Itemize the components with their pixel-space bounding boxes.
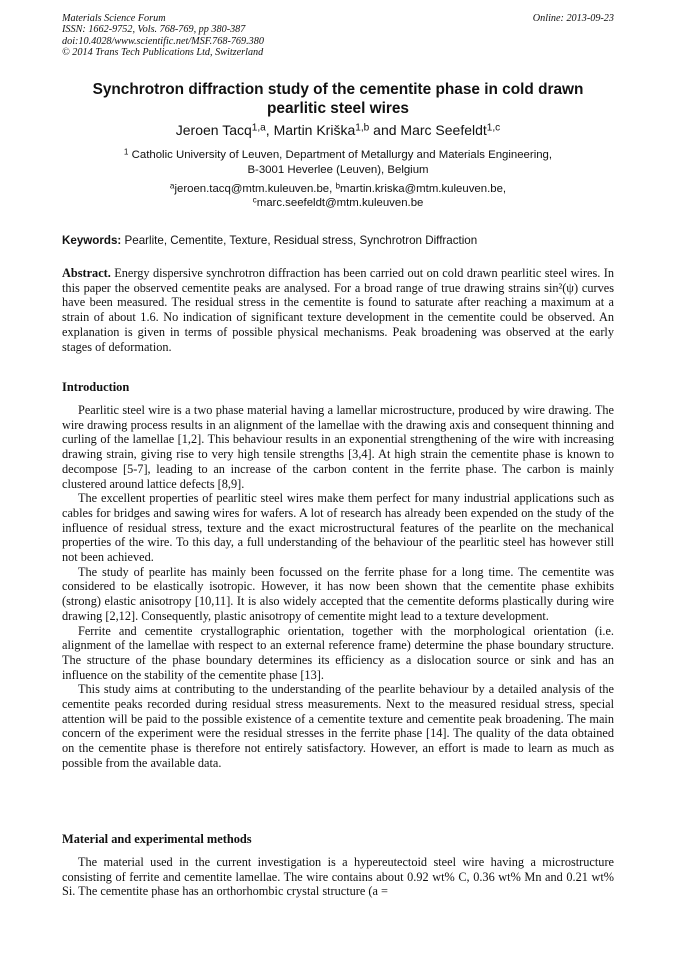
email-list: $^a$jeroen.tacq@mtm.kuleuven.be, $^b$martin.kriska@mtm.kuleuven.be, $^c$marc.seefeldt@mtm.kuleuven.be <box>169 181 507 210</box>
issn-line: ISSN: 1662-9752, Vols. 768-769, pp 380-387 <box>62 24 246 36</box>
paragraph: The study of pearlite has mainly been focussed on the ferrite phase for a long time. The cementite was considered to be elastically isotropic. However, it has now been shown that the cementite phase exhibits (strong) elastic anisotropy [10,11]. It is also widely accepted that the cementite deforms plastically during wire drawing [2,12]. Consequently, plastic anisotropy of cementite might lead to a texture development. <box>62 564 614 623</box>
email-superscript: c <box>252 195 257 205</box>
paragraph: The material used in the current investigation is a hypereutectoid steel wire having a microstructure consisting of ferrite and cementite lamellae. The wire contains about 0.92 wt% C, 0.36 wt% Mn and 0.21 wt% Si. The cementite phase has an orthorhombic crystal structure (a = <box>62 855 614 899</box>
author-separator: and <box>369 122 401 138</box>
copyright-line: © 2014 Trans Tech Publications Ltd, Switzerland <box>62 47 264 59</box>
affiliation-superscript: 1 <box>123 147 129 157</box>
author-name: Marc Seefeldt <box>400 122 487 138</box>
introduction-body <box>62 403 614 771</box>
section-heading-methods: Material and experimental methods <box>62 832 252 846</box>
affiliation-line: B-3001 Heverlee (Leuven), Belgium <box>247 163 429 176</box>
author-name: Jeroen Tacq <box>175 122 252 138</box>
methods-body <box>62 855 614 899</box>
journal-name: Materials Science Forum <box>62 13 166 24</box>
author-superscript: 1,a <box>251 122 266 134</box>
email-address: martin.kriska@mtm.kuleuven.be <box>340 183 503 195</box>
email-superscript: b <box>335 181 341 191</box>
author-list <box>62 121 614 139</box>
online-date: Online: 2013-09-23 <box>532 13 614 24</box>
abstract <box>62 266 614 354</box>
author-name: Martin Kriška <box>273 122 356 138</box>
paragraph: Ferrite and cementite crystallographic orientation, together with the morphological orientation (i.e. alignment of the lamellae with respect to an external reference frame) determine the phase boundary structure. The structure of the phase boundary determines its efficiency as a dislocation source or sink and has an influence on the stability of the cementite phase [13]. <box>62 623 614 682</box>
author-separator: , <box>265 122 274 138</box>
doi-line: doi:10.4028/www.scientific.net/MSF.768-769.380 <box>62 35 264 47</box>
journal-header <box>62 13 614 59</box>
keywords-text: Pearlite, Cementite, Texture, Residual stress, Synchrotron Diffraction <box>124 234 478 247</box>
email-address: marc.seefeldt@mtm.kuleuven.be <box>256 197 424 210</box>
email-superscript: a <box>169 181 175 191</box>
paragraph: The excellent properties of pearlitic steel wires make them perfect for many industrial applications such as cables for bridges and sawing wires for wafers. A lot of research has already been expended on the study of the influence of residual stress, texture and the exact microstructural features of the pearlite on the mechanical properties of the wire. To this day, a full understanding of the behaviour of the pearlitic steel has however still not been achieved. <box>62 491 614 565</box>
paragraph: Pearlitic steel wire is a two phase material having a lamellar microstructure, produced by wire drawing. The wire drawing process results in an alignment of the lamellae with the drawing axis and consequent thinning and curling of the lamellae [1,2]. This behaviour results in an exponential strengthening of the wire with increasing drawing strain, giving rise to very high tensile strengths [3,4]. At high strain the cementite phase is known to decompose [5-7], leading to an increase of the carbon content in the ferrite phase. The carbon is mainly clustered around lattice defects [8,9]. <box>62 403 614 491</box>
author-superscript: 1,b <box>355 122 370 134</box>
abstract-text: Energy dispersive synchrotron diffraction has been carried out on cold drawn pearlitic steel wires. In this paper the observed cementite peaks are analysed. For a broad range of true drawing strains sin²(ψ) curves have been measured. The residual stress in the cementite is found to saturate after reaching a maximum at a strain of about 1.6. No indication of significant texture development in the cementite could be observed. An explanation is given in terms of possible physical mechanisms. Peak broadening was observed at the early stages of deformation. <box>62 266 615 354</box>
keywords <box>62 234 614 248</box>
paragraph: This study aims at contributing to the understanding of the pearlite behaviour by a detailed analysis of the cementite peaks recorded during residual stress measurements. Next to the measured residual stress, special attention will be paid to the possible existence of a cementite texture and cementite peak broadening. The main concern of the experiment were the residual stresses in the ferrite phase [14]. The quality of the data obtained on the cementite phase is therefore not entirely satisfactory. However, an effort is made to learn as much as possible from the available data. <box>62 682 614 770</box>
author-superscript: 1,c <box>486 122 501 134</box>
email-address: jeroen.tacq@mtm.kuleuven.be <box>174 183 330 195</box>
section-heading-introduction: Introduction <box>62 380 130 394</box>
abstract-label: Abstract. <box>62 266 111 280</box>
paper-title: Synchrotron diffraction study of the cementite phase in cold drawn pearlitic steel wires <box>92 81 584 117</box>
affiliation-line: Catholic University of Leuven, Department of Metallurgy and Materials Engineering, <box>131 149 553 161</box>
affiliation <box>62 148 614 178</box>
keywords-label: Keywords: <box>62 234 122 247</box>
